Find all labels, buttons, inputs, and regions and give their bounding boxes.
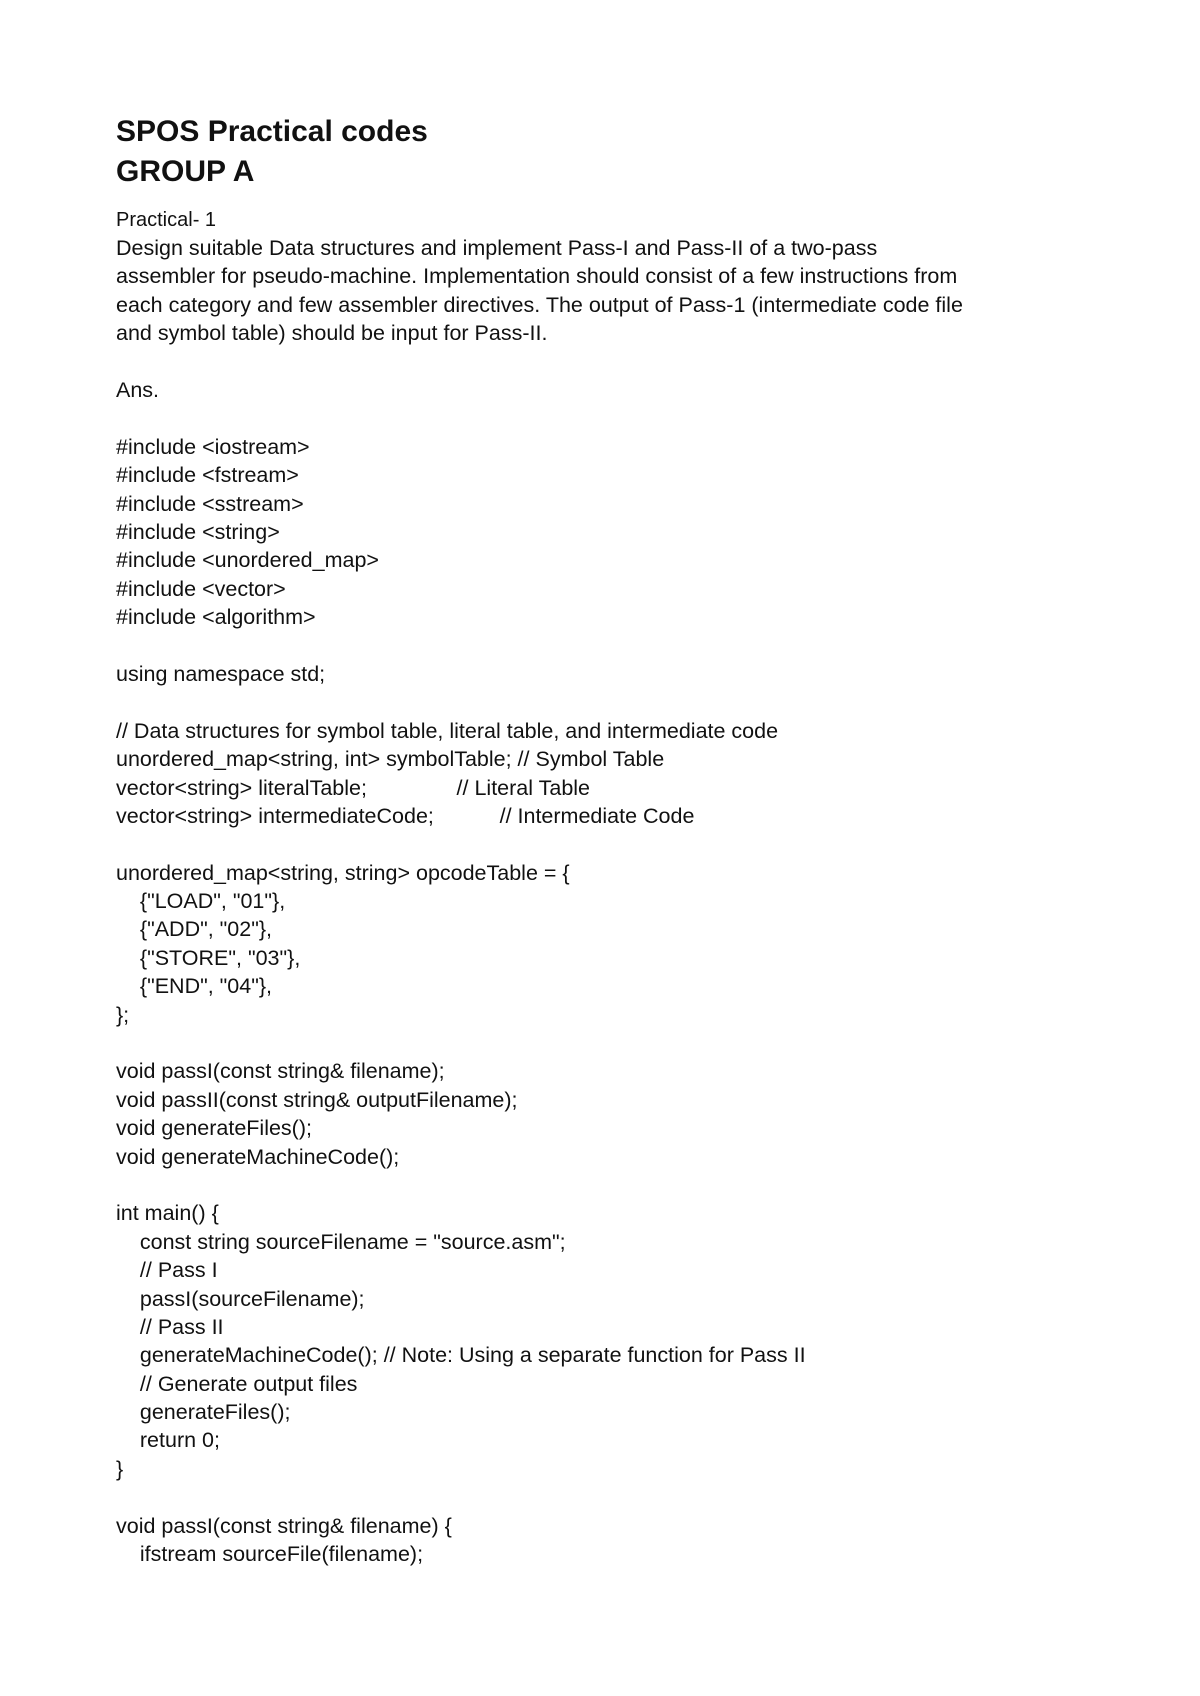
code-line	[116, 632, 1096, 660]
code-line: void passII(const string& outputFilename);	[116, 1087, 518, 1112]
problem-statement	[116, 234, 1096, 348]
code-line	[116, 830, 1096, 858]
problem-statement-line: assembler for pseudo-machine. Implementation should consist of a few instructions from	[116, 264, 958, 289]
code-line: unordered_map<string, string> opcodeTable = {	[116, 860, 570, 885]
answer-label: Ans.	[116, 378, 160, 403]
code-line	[116, 688, 1096, 716]
code-line: vector<string> literalTable; // Literal Table	[116, 775, 591, 800]
document-title: SPOS Practical codes	[116, 115, 428, 148]
code-line: #include <fstream>	[116, 463, 299, 488]
code-line: void passI(const string& filename);	[116, 1059, 445, 1084]
code-line: const string sourceFilename = "source.asm";	[116, 1229, 566, 1254]
code-line: #include <algorithm>	[116, 605, 316, 630]
code-line: using namespace std;	[116, 661, 326, 686]
code-line: // Pass II	[116, 1314, 224, 1339]
code-line: int main() {	[116, 1201, 219, 1226]
code-line: }	[116, 1456, 124, 1481]
code-line: vector<string> intermediateCode; // Intermediate Code	[116, 803, 695, 828]
code-line: generateFiles();	[116, 1400, 291, 1425]
code-line: {"LOAD", "01"},	[116, 889, 286, 914]
code-line	[116, 1483, 1096, 1511]
code-line: // Pass I	[116, 1258, 218, 1283]
practical-label: Practical- 1	[116, 209, 217, 231]
code-line: {"STORE", "03"},	[116, 945, 301, 970]
code-line: void generateMachineCode();	[116, 1144, 400, 1169]
code-line: };	[116, 1002, 130, 1027]
group-heading: GROUP A	[116, 155, 255, 188]
code-line: void passI(const string& filename) {	[116, 1513, 452, 1538]
code-line: generateMachineCode(); // Note: Using a separate function for Pass II	[116, 1343, 806, 1368]
code-line: #include <vector>	[116, 576, 286, 601]
document-page	[116, 112, 1096, 1568]
code-line: ifstream sourceFile(filename);	[116, 1542, 424, 1567]
code-line: void generateFiles();	[116, 1116, 312, 1141]
problem-statement-line: each category and few assembler directives. The output of Pass-1 (intermediate code file	[116, 292, 963, 317]
code-line: // Generate output files	[116, 1371, 358, 1396]
code-line: #include <unordered_map>	[116, 548, 379, 573]
code-line: {"ADD", "02"},	[116, 917, 273, 942]
code-line	[116, 1171, 1096, 1199]
code-line: return 0;	[116, 1428, 220, 1453]
code-line: #include <sstream>	[116, 491, 304, 516]
problem-statement-line: and symbol table) should be input for Pass-II.	[116, 321, 548, 346]
code-line: passI(sourceFilename);	[116, 1286, 365, 1311]
code-line: #include <string>	[116, 519, 280, 544]
code-line: unordered_map<string, int> symbolTable; // Symbol Table	[116, 747, 665, 772]
code-line: {"END", "04"},	[116, 974, 273, 999]
code-line	[116, 1029, 1096, 1057]
code-listing	[116, 433, 1096, 1569]
code-line: // Data structures for symbol table, literal table, and intermediate code	[116, 718, 779, 743]
code-line: #include <iostream>	[116, 434, 310, 459]
problem-statement-line: Design suitable Data structures and implement Pass-I and Pass-II of a two-pass	[116, 236, 878, 260]
